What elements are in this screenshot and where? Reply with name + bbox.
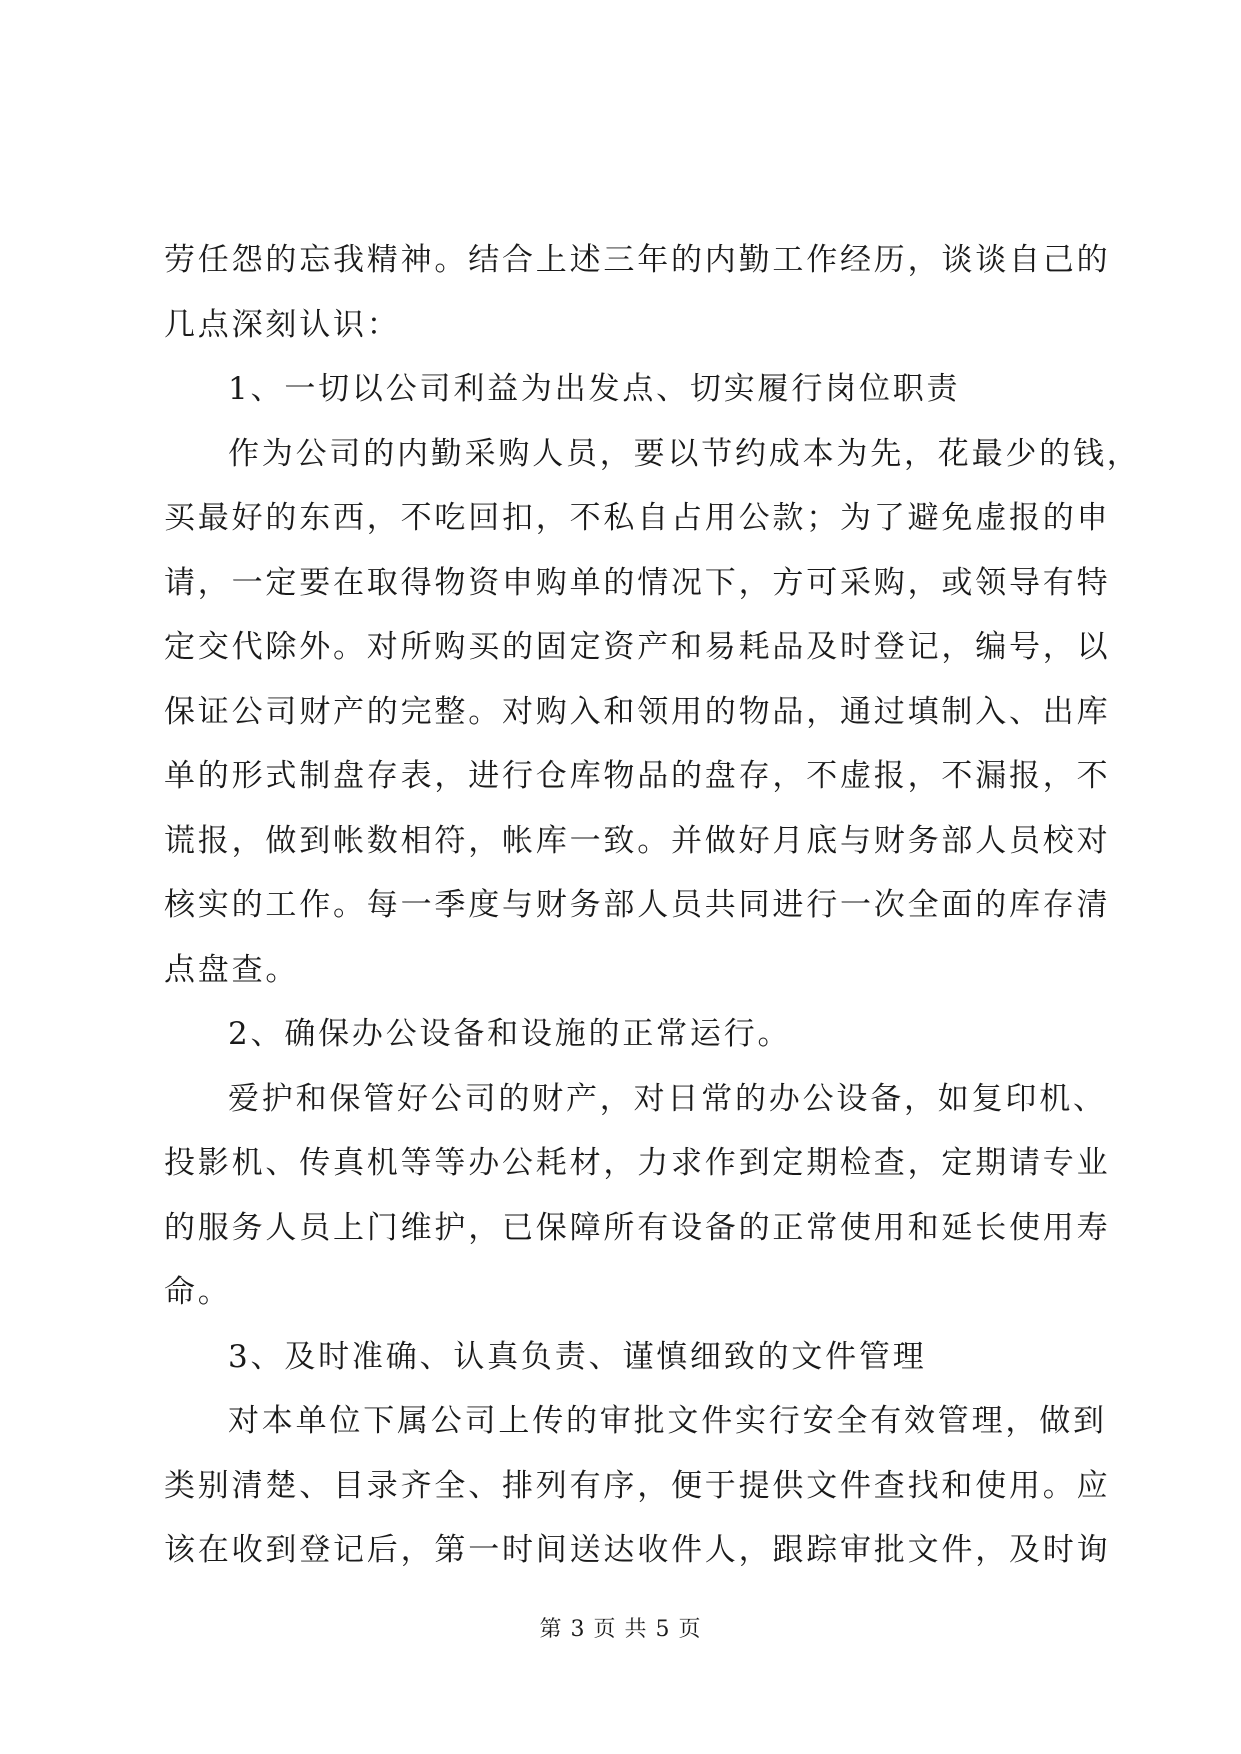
page-number-footer: 第 3 页 共 5 页 [539,1617,702,1642]
text-line: 类别清楚、目录齐全、排列有序，便于提供文件查找和使用。应 [164,1467,1111,1504]
text-line: 该在收到登记后，第一时间送达收件人，跟踪审批文件，及时询 [164,1532,1111,1568]
section-heading: 1、一切以公司利益为出发点、切实履行岗位职责 [228,371,961,407]
text-line: 的服务人员上门维护，已保障所有设备的正常使用和延长使用寿 [164,1209,1111,1246]
text-line: 谎报，做到帐数相符，帐库一致。并做好月底与财务部人员校对 [164,822,1111,859]
text-line: 单的形式制盘存表，进行仓库物品的盘存，不虚报，不漏报，不 [164,758,1111,794]
text-line: 投影机、传真机等等办公耗材，力求作到定期检查，定期请专业 [164,1145,1111,1181]
text-line: 对本单位下属公司上传的审批文件实行安全有效管理，做到 [228,1403,1107,1439]
text-line: 点盘查。 [164,951,300,988]
section-heading: 3、及时准确、认真负责、谨慎细致的文件管理 [228,1338,927,1375]
text-line: 几点深刻认识： [164,306,401,343]
text-line: 保证公司财产的完整。对购入和领用的物品，通过填制入、出库 [164,693,1111,730]
text-line: 核实的工作。每一季度与财务部人员共同进行一次全面的库存清 [164,887,1111,923]
text-line: 定交代除外。对所购买的固定资产和易耗品及时登记，编号，以 [164,629,1111,665]
document-body [164,228,1141,1583]
text-line: 命。 [164,1274,232,1310]
section-heading: 2、确保办公设备和设施的正常运行。 [228,1016,792,1052]
text-line: 请，一定要在取得物资申购单的情况下，方可采购，或领导有特 [164,564,1111,601]
text-line: 劳任怨的忘我精神。结合上述三年的内勤工作经历，谈谈自己的 [164,242,1111,278]
text-line: 买最好的东西，不吃回扣，不私自占用公款；为了避免虚报的申 [164,500,1111,536]
text-line: 爱护和保管好公司的财产，对日常的办公设备，如复印机、 [228,1080,1107,1117]
text-line: 作为公司的内勤采购人员，要以节约成本为先，花最少的钱， [228,435,1141,472]
